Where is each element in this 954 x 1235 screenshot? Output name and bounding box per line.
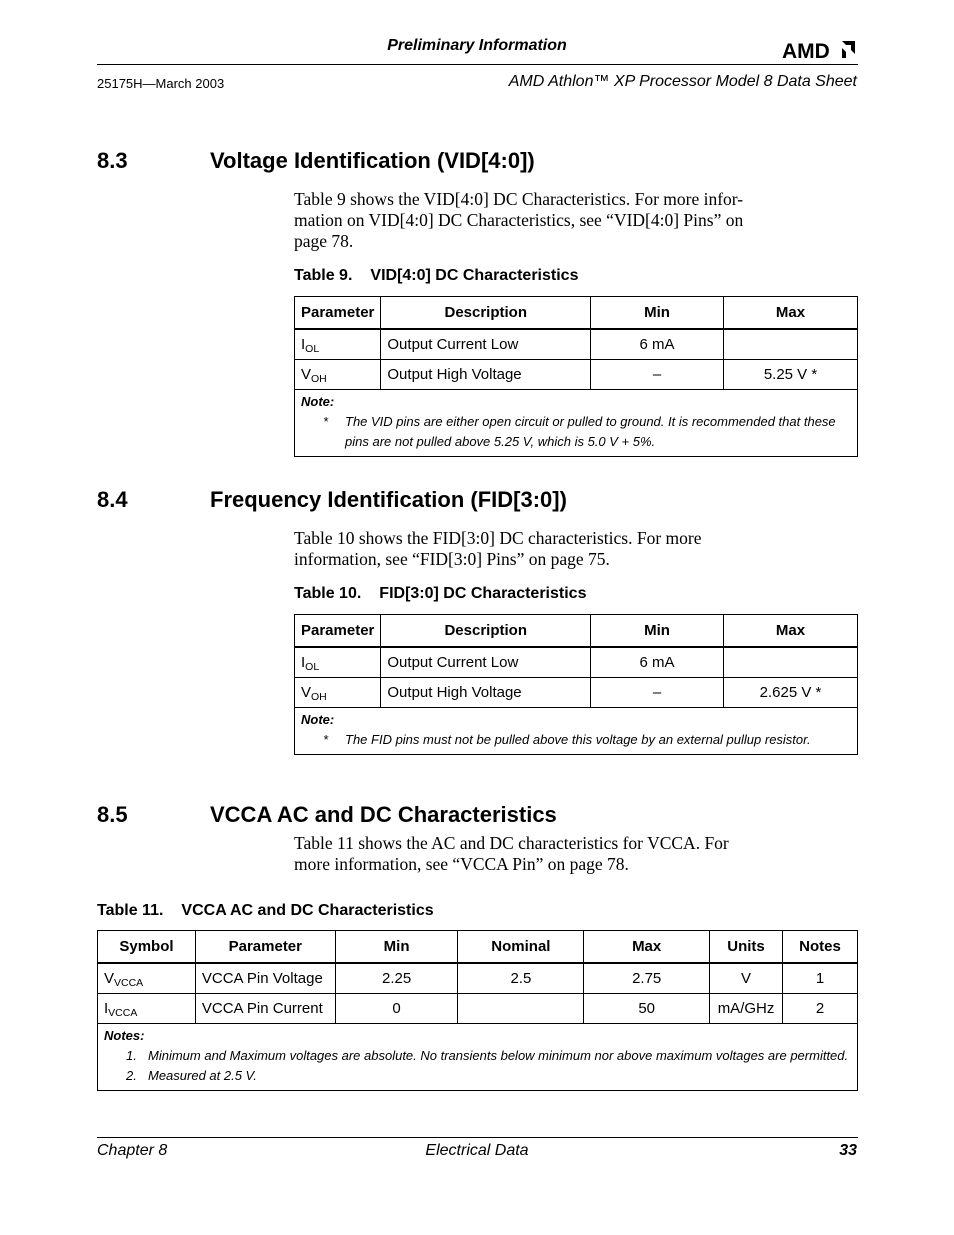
- column-header: Max: [723, 615, 857, 648]
- section-body: Table 10 shows the FID[3:0] DC characteristics. For more information, see “FID[3:0] Pins” on page 75.: [294, 528, 702, 569]
- note-item: * The FID pins must not be pulled above this voltage by an external pullup resistor.: [323, 732, 811, 747]
- description-cell: Output High Voltage: [381, 678, 591, 708]
- units-cell: mA/GHz: [710, 994, 783, 1024]
- table-row: [98, 994, 858, 1024]
- max-cell: [724, 329, 858, 360]
- notes-cell: 1: [783, 963, 858, 994]
- section-number: 8.4: [97, 487, 128, 512]
- column-header: Parameter: [295, 297, 381, 330]
- nominal-cell: [458, 994, 584, 1024]
- min-cell: –: [591, 360, 724, 390]
- column-header: Parameter: [195, 931, 335, 964]
- column-header: Min: [335, 931, 458, 964]
- symbol-cell: $I_{VCCA}$: [98, 994, 196, 1024]
- min-cell: –: [591, 678, 724, 708]
- document-number: 25175H—March 2003: [97, 76, 225, 91]
- notes-label: Note:: [301, 394, 335, 409]
- parameter-symbol: $V_{OH}$: [295, 678, 381, 708]
- min-cell: 6 mA: [591, 329, 724, 360]
- column-header: Symbol: [98, 931, 196, 964]
- min-cell: 0: [335, 994, 458, 1024]
- parameter-cell: VCCA Pin Current: [195, 994, 335, 1024]
- table-title: VID[4:0] DC Characteristics: [370, 267, 579, 284]
- column-header: Min: [591, 297, 724, 330]
- column-header: Notes: [783, 931, 858, 964]
- section-number: 8.5: [97, 802, 128, 827]
- table-notes-row: [295, 390, 858, 457]
- section-body: Table 9 shows the VID[4:0] DC Characteristics. For more infor- mation on VID[4:0] DC Characteristics, see “VID[4:0] Pins” on page 78.: [294, 189, 744, 251]
- section-title: Frequency Identification (FID[3:0]): [210, 487, 567, 512]
- table-notes: [98, 1024, 858, 1091]
- column-header: Nominal: [458, 931, 584, 964]
- page-number: 33: [839, 1142, 857, 1159]
- note-item: 1. Minimum and Maximum voltages are absolute. No transients below minimum nor above maximum voltages are permitted.: [126, 1048, 849, 1063]
- nominal-cell: 2.5: [458, 963, 584, 994]
- notes-cell: 2: [783, 994, 858, 1024]
- table-row: [295, 329, 858, 360]
- notes-label: Notes:: [104, 1028, 145, 1043]
- table-row: [295, 647, 858, 678]
- table-label: Table 9.: [294, 267, 353, 284]
- parameter-cell: VCCA Pin Voltage: [195, 963, 335, 994]
- parameter-symbol: $V_{OH}$: [295, 360, 381, 390]
- column-header: Max: [584, 931, 710, 964]
- column-header: Max: [724, 297, 858, 330]
- table-row: [98, 963, 858, 994]
- table-caption: [294, 267, 578, 285]
- description-cell: Output High Voltage: [381, 360, 591, 390]
- table-label: Table 10.: [294, 585, 362, 602]
- amd-logo-text: AMD: [782, 40, 830, 62]
- symbol-cell: $V_{VCCA}$: [98, 963, 196, 994]
- section-title: VCCA AC and DC Characteristics: [210, 802, 557, 827]
- vcca-ac-dc-table: [97, 930, 858, 1091]
- column-header: Description: [381, 615, 591, 648]
- table-notes: [295, 708, 858, 755]
- max-cell: 50: [584, 994, 710, 1024]
- preliminary-banner: Preliminary Information: [387, 37, 567, 54]
- parameter-symbol: $I_{OL}$: [295, 329, 381, 360]
- column-header: Parameter: [295, 615, 381, 648]
- max-cell: 2.75: [584, 963, 710, 994]
- table-title: FID[3:0] DC Characteristics: [379, 585, 587, 602]
- parameter-symbol: $I_{OL}$: [295, 647, 381, 678]
- footer-rule: [97, 1137, 858, 1138]
- table-caption: [97, 902, 434, 920]
- column-header: Min: [591, 615, 724, 648]
- description-cell: Output Current Low: [381, 329, 591, 360]
- section-title: Voltage Identification (VID[4:0]): [210, 148, 535, 173]
- document-title: AMD Athlon™ XP Processor Model 8 Data Sheet: [508, 73, 857, 90]
- units-cell: V: [710, 963, 783, 994]
- min-cell: 6 mA: [591, 647, 724, 678]
- max-cell: 2.625 V *: [723, 678, 857, 708]
- table-caption: [294, 585, 586, 603]
- note-item: * The VID pins are either open circuit or pulled to ground. It is recommended that these pins are not pulled above 5.25 V, which is 5.0 V + 5%.: [323, 414, 836, 449]
- table-notes-row: [295, 708, 858, 755]
- vid-dc-table: [294, 296, 858, 457]
- column-header: Units: [710, 931, 783, 964]
- header-rule: [97, 64, 858, 65]
- max-cell: 5.25 V *: [724, 360, 858, 390]
- section-body: Table 11 shows the AC and DC characteristics for VCCA. For more information, see “VCCA Pin” on page 78.: [294, 833, 729, 874]
- table-notes-row: [98, 1024, 858, 1091]
- column-header: Description: [381, 297, 591, 330]
- section-number: 8.3: [97, 148, 128, 173]
- table-label: Table 11.: [97, 902, 164, 919]
- note-item: 2. Measured at 2.5 V.: [126, 1068, 257, 1083]
- table-row: [295, 678, 858, 708]
- footer-section: Electrical Data: [425, 1142, 529, 1159]
- table-row: [295, 360, 858, 390]
- max-cell: [723, 647, 857, 678]
- footer-chapter: Chapter 8: [97, 1142, 168, 1159]
- table-title: VCCA AC and DC Characteristics: [181, 902, 434, 919]
- amd-logo: [782, 38, 858, 62]
- min-cell: 2.25: [335, 963, 458, 994]
- fid-dc-table: [294, 614, 858, 755]
- table-notes: [295, 390, 858, 457]
- description-cell: Output Current Low: [381, 647, 591, 678]
- notes-label: Note:: [301, 712, 335, 727]
